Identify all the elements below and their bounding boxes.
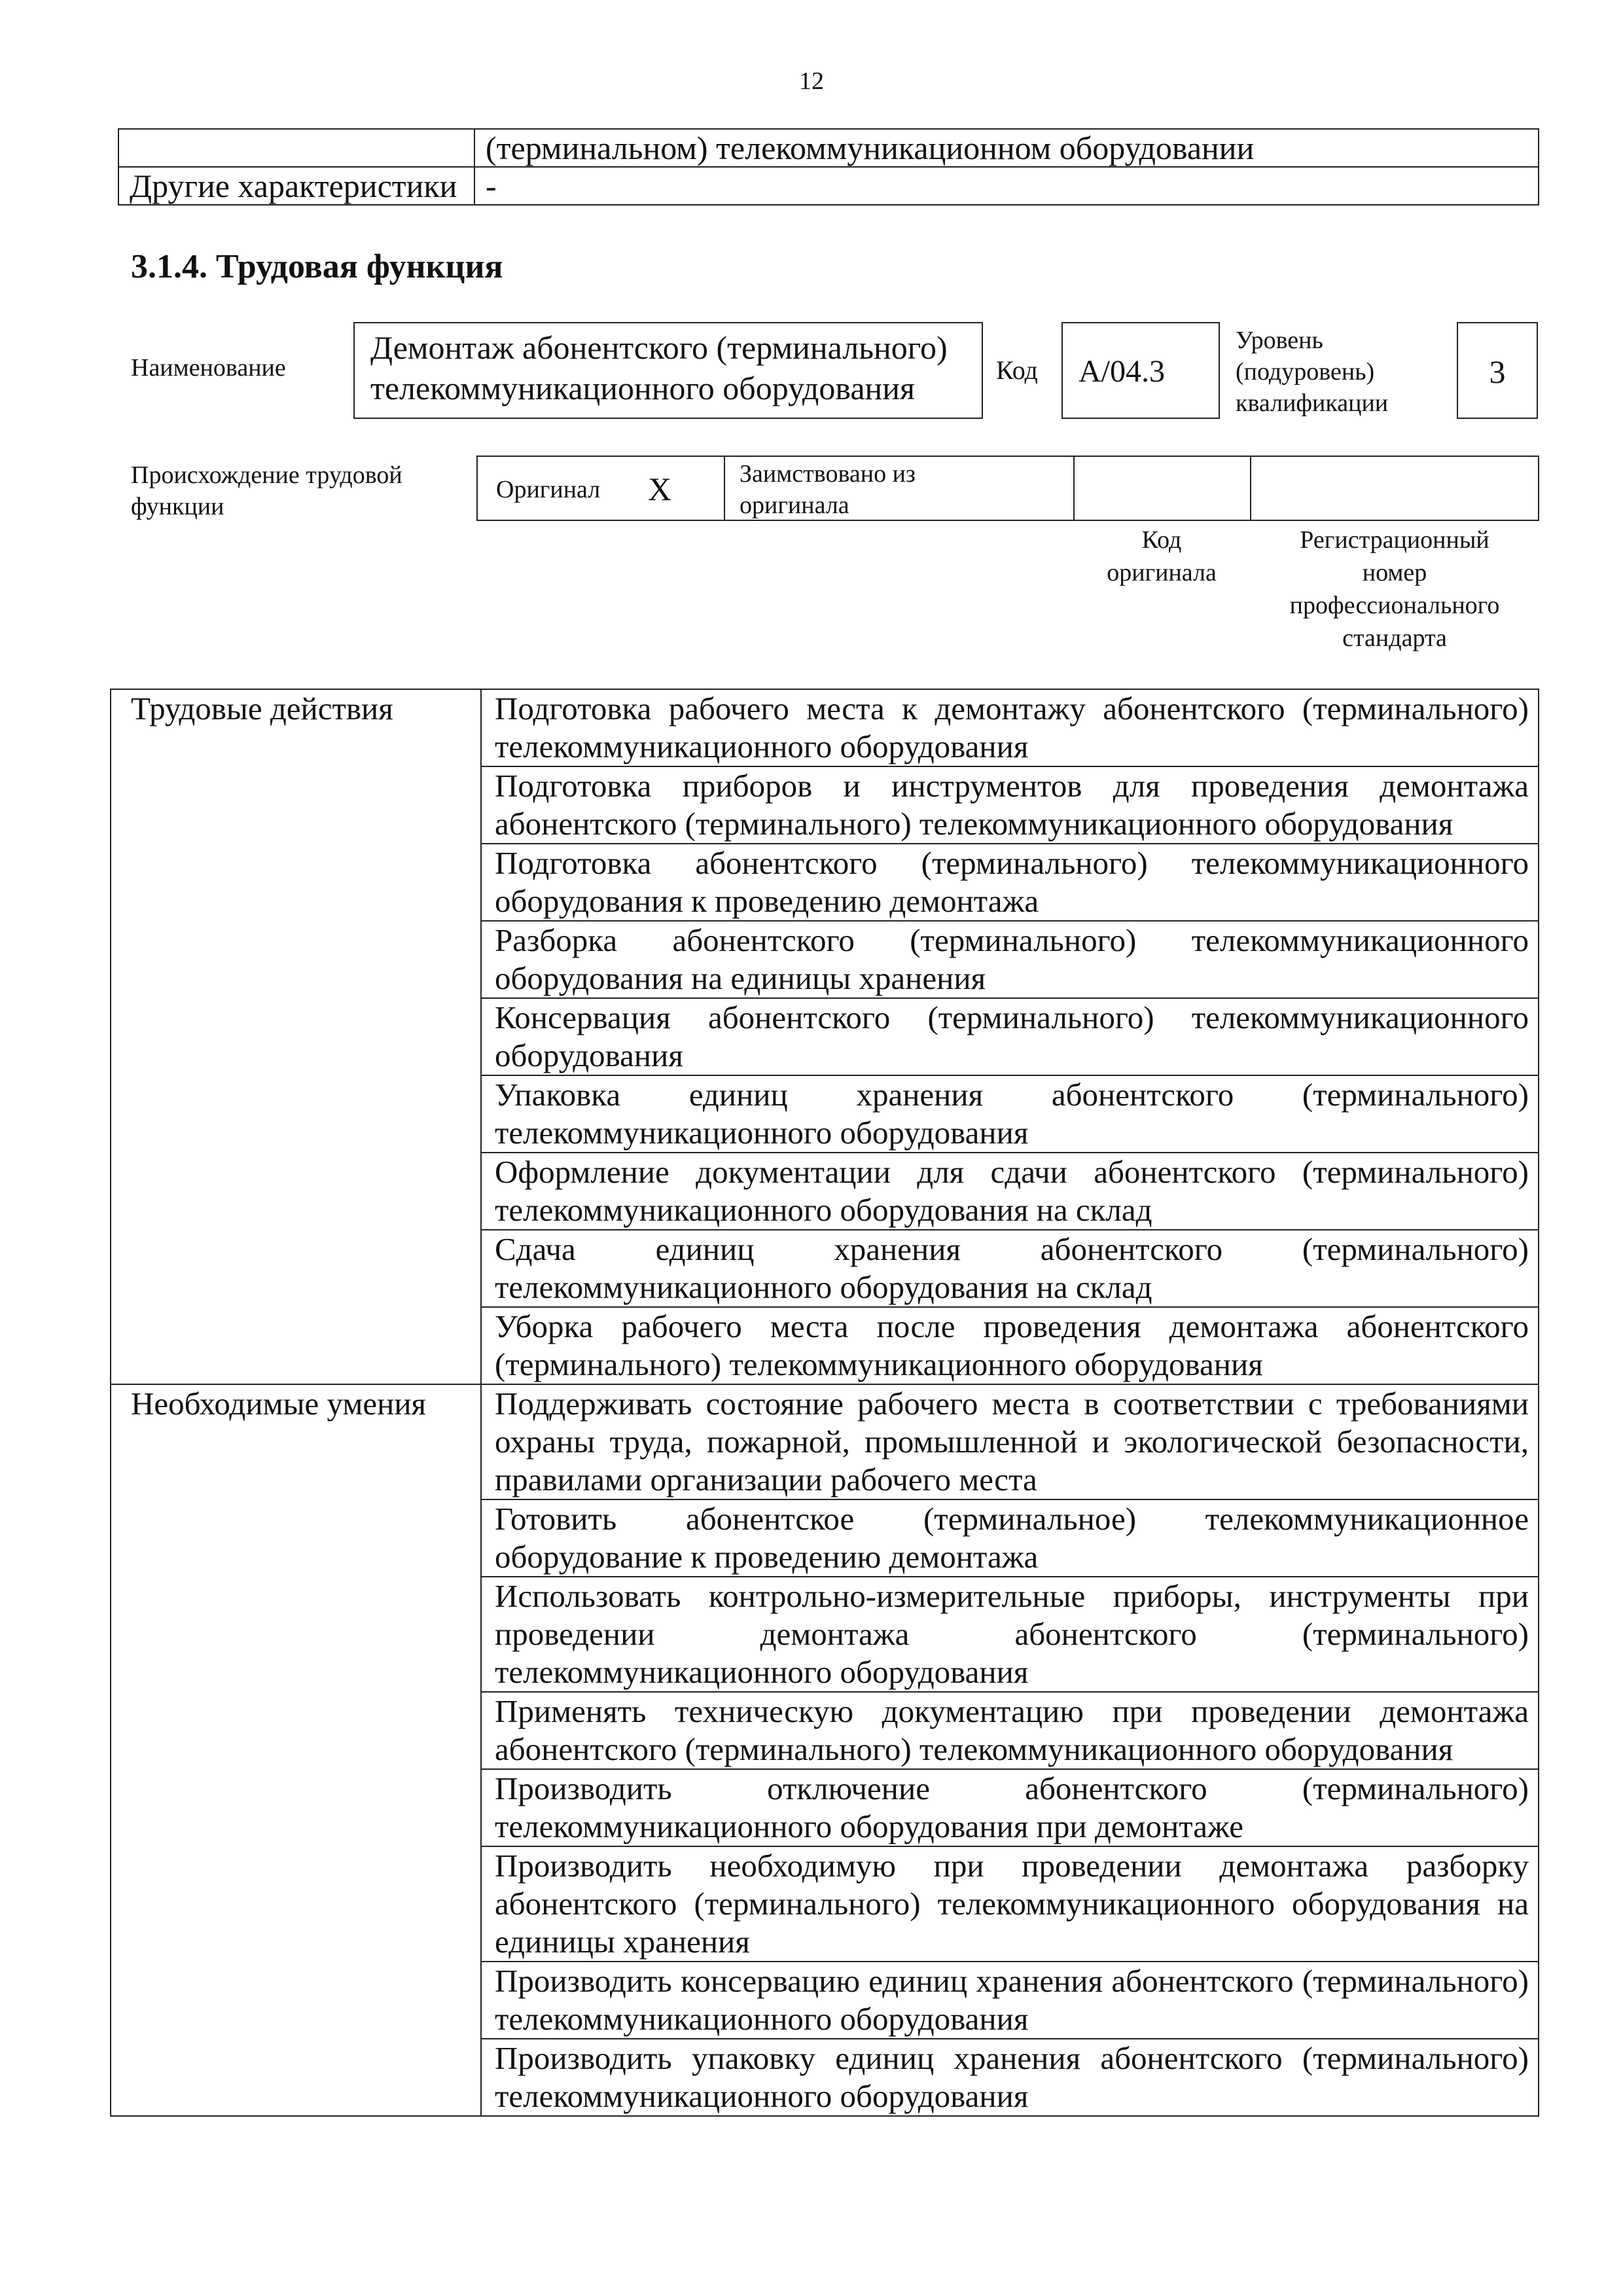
labor-action-item: Разборка абонентского (терминального) телекоммуникационного оборудования на единицы хранения	[481, 921, 1539, 998]
registration-number-caption	[1250, 524, 1539, 655]
name-label: Наименование	[131, 354, 286, 382]
caption-line: стандарта	[1342, 624, 1447, 652]
other-characteristics-label: Другие характеристики	[118, 167, 474, 205]
code-label: Код	[996, 355, 1038, 385]
name-value: Демонтаж абонентского (терминального) телекоммуникационного оборудования	[353, 322, 983, 419]
table-row	[111, 1384, 1539, 1499]
labor-action-item: Подготовка рабочего места к демонтажу абонентского (терминального) телекоммуникационного оборудования	[481, 689, 1539, 766]
qualification-level-value: 3	[1457, 322, 1538, 419]
labor-action-item: Подготовка приборов и инструментов для проведения демонтажа абонентского (терминального) телекоммуникационного оборудования	[481, 766, 1539, 844]
table-cell-label	[118, 129, 474, 167]
table-row	[111, 689, 1539, 766]
other-characteristics-value: -	[474, 167, 1539, 205]
origin-label-line: Происхождение трудовой	[131, 461, 402, 489]
labor-actions-label: Трудовые действия	[111, 689, 481, 1384]
origin-reg-number-cell	[1251, 457, 1541, 520]
labor-action-item: Подготовка абонентского (терминального) телекоммуникационного оборудования к проведению демонтажа	[481, 844, 1539, 921]
labor-action-item: Сдача единиц хранения абонентского (терминального) телекоммуникационного оборудования на склад	[481, 1230, 1539, 1307]
original-label: Оригинал	[496, 476, 601, 503]
level-label-line: Уровень	[1236, 327, 1323, 354]
qualification-level-label	[1236, 325, 1388, 419]
borrowed-label-line: оригинала	[740, 492, 849, 519]
section-title: 3.1.4. Трудовая функция	[131, 248, 503, 285]
code-value: A/04.3	[1061, 322, 1220, 419]
skill-item: Производить консервацию единиц хранения абонентского (терминального) телекоммуникационного оборудования	[481, 1962, 1539, 2039]
skill-item: Применять техническую документацию при проведении демонтажа абонентского (терминального) телекоммуникационного оборудования	[481, 1692, 1539, 1769]
page-number: 12	[799, 67, 824, 95]
origin-table	[476, 456, 1539, 521]
caption-line: оригинала	[1107, 559, 1217, 586]
table-row	[118, 167, 1539, 205]
labor-action-item: Консервация абонентского (терминального) телекоммуникационного оборудования	[481, 998, 1539, 1075]
table-cell-value: (терминальном) телекоммуникационном оборудовании	[474, 129, 1539, 167]
caption-line: Код	[1141, 526, 1182, 554]
origin-label	[131, 459, 402, 522]
skill-item: Готовить абонентское (терминальное) телекоммуникационное оборудование к проведению демонтажа	[481, 1499, 1539, 1577]
skills-label: Необходимые умения	[111, 1384, 481, 2116]
skill-item: Производить необходимую при проведении демонтажа разборку абонентского (терминального) телекоммуникационного оборудования на единицы хранения	[481, 1846, 1539, 1962]
caption-line: Регистрационный	[1300, 526, 1489, 554]
skill-item: Производить отключение абонентского (терминального) телекоммуникационного оборудования при демонтаже	[481, 1769, 1539, 1846]
origin-borrowed-cell	[725, 457, 1075, 520]
borrowed-label	[740, 458, 916, 521]
skill-item: Использовать контрольно-измерительные приборы, инструменты при проведении демонтажа абонентского (терминального) телекоммуникационного оборудования	[481, 1577, 1539, 1692]
origin-code-cell	[1075, 457, 1251, 520]
table-row	[118, 129, 1539, 167]
origin-label-line: функции	[131, 493, 224, 520]
labor-action-item: Уборка рабочего места после проведения демонтажа абонентского (терминального) телекоммуникационного оборудования	[481, 1307, 1539, 1384]
labor-action-item: Упаковка единиц хранения абонентского (терминального) телекоммуникационного оборудования	[481, 1075, 1539, 1153]
level-label-line: (подуровень)	[1236, 358, 1375, 386]
labor-action-item: Оформление документации для сдачи абонентского (терминального) телекоммуникационного оборудования на склад	[481, 1153, 1539, 1230]
borrowed-label-line: Заимствовано из	[740, 460, 916, 488]
origin-original-cell	[478, 457, 725, 520]
code-original-caption	[1073, 524, 1250, 589]
continuation-table	[118, 128, 1539, 206]
caption-line: профессионального	[1289, 592, 1500, 619]
original-mark: X	[648, 471, 672, 507]
level-label-line: квалификации	[1236, 389, 1389, 417]
function-details-table	[110, 689, 1539, 2117]
caption-line: номер	[1362, 559, 1427, 586]
skill-item: Поддерживать состояние рабочего места в соответствии с требованиями охраны труда, пожарной, промышленной и экологической безопасности, правилами организации рабочего места	[481, 1384, 1539, 1499]
skill-item: Производить упаковку единиц хранения абонентского (терминального) телекоммуникационного оборудования	[481, 2039, 1539, 2116]
